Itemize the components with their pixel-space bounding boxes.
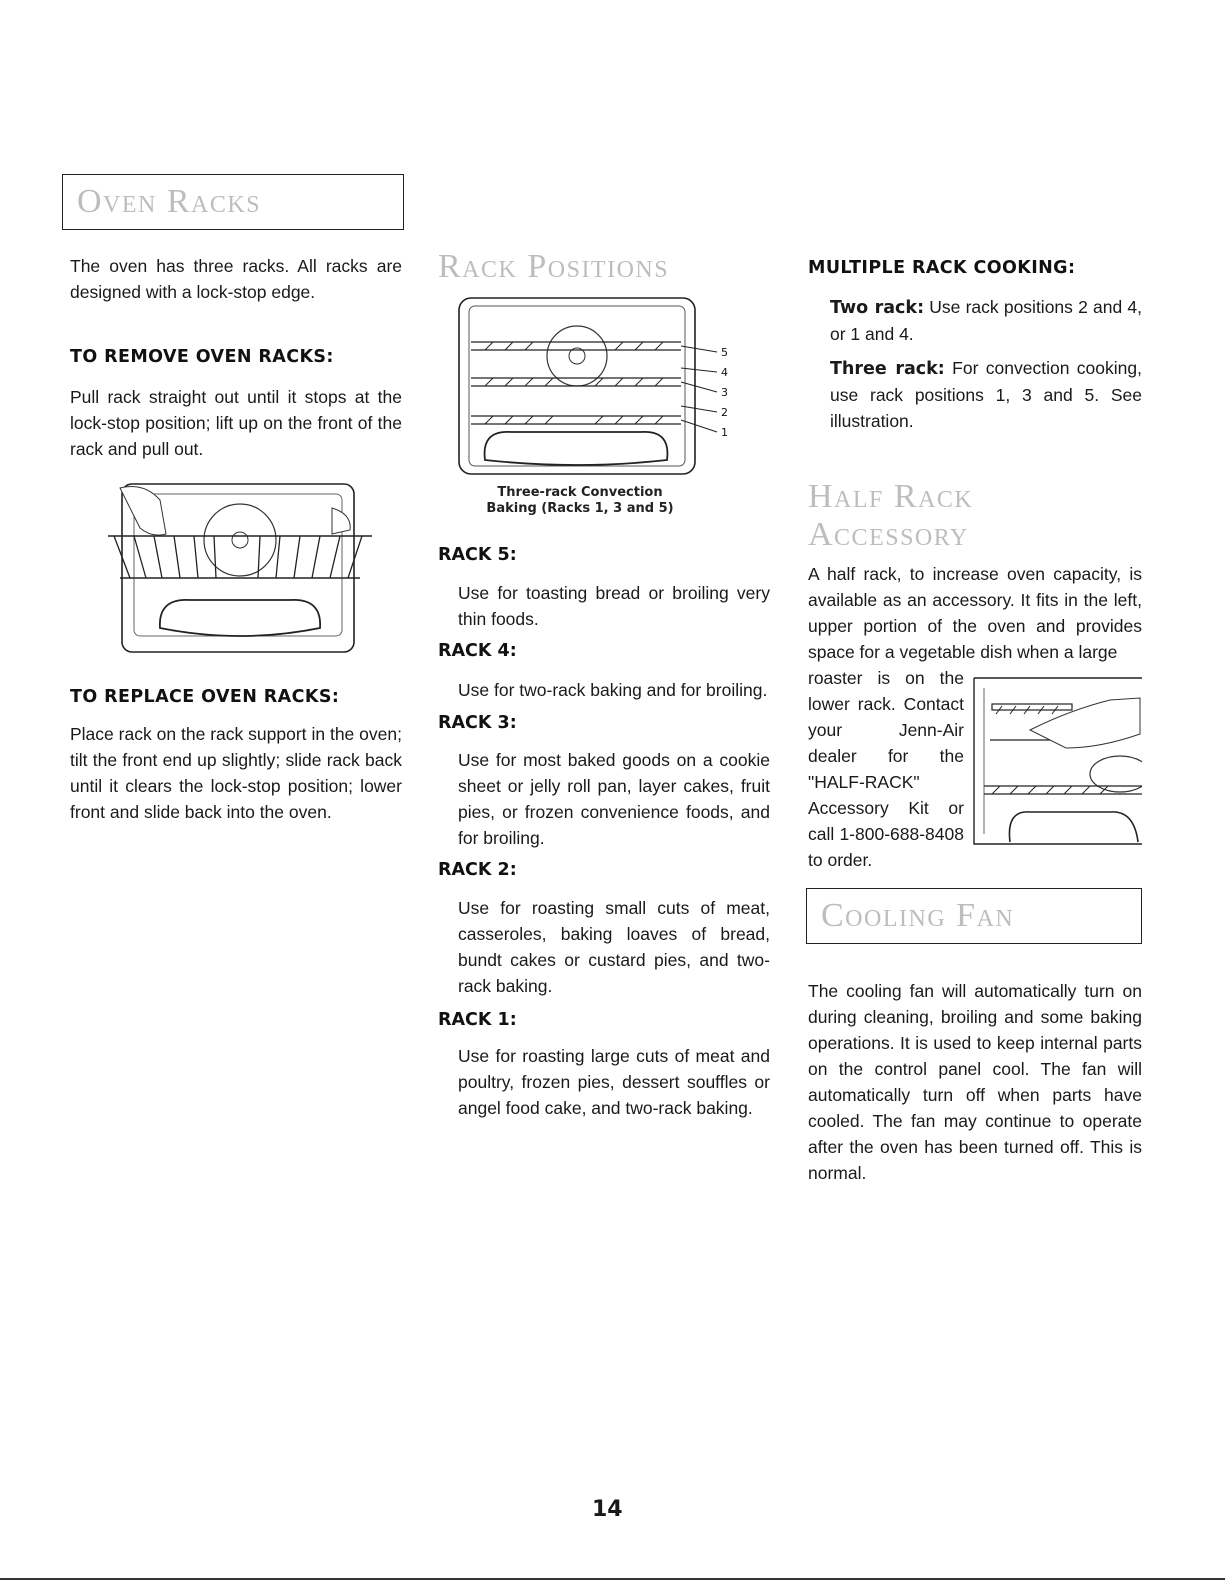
rack-label-3: 3 — [721, 386, 728, 399]
rack-positions-title: Rack Positions — [438, 248, 670, 285]
three-rack-text: For convection cooking, use rack positions 1, 3 and 5. See illustration. — [830, 358, 1142, 431]
multiple-rack-heading: MULTIPLE RACK COOKING: — [808, 258, 1076, 278]
remove-racks-heading: TO REMOVE OVEN RACKS: — [70, 347, 334, 367]
rack-1-text: Use for roasting large cuts of meat and poultry, frozen pies, dessert souffles or angel food cake, and two-rack baking. — [458, 1046, 770, 1118]
replace-racks-text: Place rack on the rack support in the oven; tilt the front end up slightly; slide rack back until it clears the lock-stop position; lower front and slide back into the oven. — [70, 724, 402, 822]
oven-racks-title-box — [62, 174, 404, 230]
rack-positions-diagram — [455, 292, 745, 482]
rack-label-1: 1 — [721, 426, 728, 439]
replace-racks-heading: TO REPLACE OVEN RACKS: — [70, 687, 340, 707]
two-rack-text: Use rack positions 2 and 4, or 1 and 4. — [830, 297, 1142, 344]
rack-5-text: Use for toasting bread or broiling very thin foods. — [458, 583, 770, 629]
rack-5-heading: RACK 5: — [438, 545, 517, 565]
rack-2-heading: RACK 2: — [438, 860, 517, 880]
cooling-fan-text: The cooling fan will automatically turn on during cleaning, broiling and some baking operations. It is used to keep internal parts on the control panel cool. The fan will automatically turn off when parts have cooled. The fan may continue to operate after the oven has been turned off. This is normal. — [808, 981, 1142, 1183]
two-rack-paragraph — [830, 294, 1142, 347]
rack-label-2: 2 — [721, 406, 728, 419]
half-rack-title — [808, 478, 973, 554]
rack-4-heading: RACK 4: — [438, 641, 517, 661]
half-rack-text-full: A half rack, to increase oven capacity, is available as an accessory. It fits in the left, upper portion of the oven and provides space for a vegetable dish when a large — [808, 564, 1142, 662]
half-rack-title-line-1: Half Rack — [808, 478, 974, 515]
three-rack-paragraph — [830, 355, 1142, 434]
cooling-fan-title-box — [806, 888, 1142, 944]
rack-3-text: Use for most baked goods on a cookie sheet or jelly roll pan, layer cakes, fruit pies, or frozen convenience foods, and for broiling. — [458, 750, 770, 848]
page-number: 14 — [592, 1497, 623, 1522]
half-rack-title-line-2: Accessory — [808, 516, 969, 553]
cooling-fan-title: Cooling Fan — [821, 897, 1015, 934]
rack-4-text: Use for two-rack baking and for broiling. — [458, 680, 768, 700]
rack-3-heading: RACK 3: — [438, 713, 517, 733]
half-rack-text-wrap: roaster is on the lower rack. Contact your Jenn-Air dealer for the "HALF-RACK" Accessory Kit or call 1-800-688-8408 to order. — [808, 668, 964, 870]
diagram-caption — [455, 485, 705, 517]
rack-removal-illustration — [100, 478, 380, 658]
remove-racks-text: Pull rack straight out until it stops at the lock-stop position; lift up on the front of the rack and pull out. — [70, 387, 402, 459]
caption-line-1: Three-rack Convection — [497, 485, 663, 500]
two-rack-label: Two rack: — [830, 298, 925, 318]
half-rack-illustration — [970, 670, 1142, 848]
bottom-edge-line — [0, 1578, 1225, 1580]
rack-label-5: 5 — [721, 346, 728, 359]
oven-racks-intro: The oven has three racks. All racks are designed with a lock-stop edge. — [70, 256, 402, 302]
three-rack-label: Three rack: — [830, 359, 945, 379]
rack-label-4: 4 — [721, 366, 728, 379]
rack-1-heading: RACK 1: — [438, 1010, 517, 1030]
oven-racks-title: Oven Racks — [77, 183, 262, 220]
caption-line-2: Baking (Racks 1, 3 and 5) — [486, 501, 674, 516]
rack-2-text: Use for roasting small cuts of meat, casseroles, baking loaves of bread, bundt cakes or custard pies, and two-rack baking. — [458, 898, 770, 996]
